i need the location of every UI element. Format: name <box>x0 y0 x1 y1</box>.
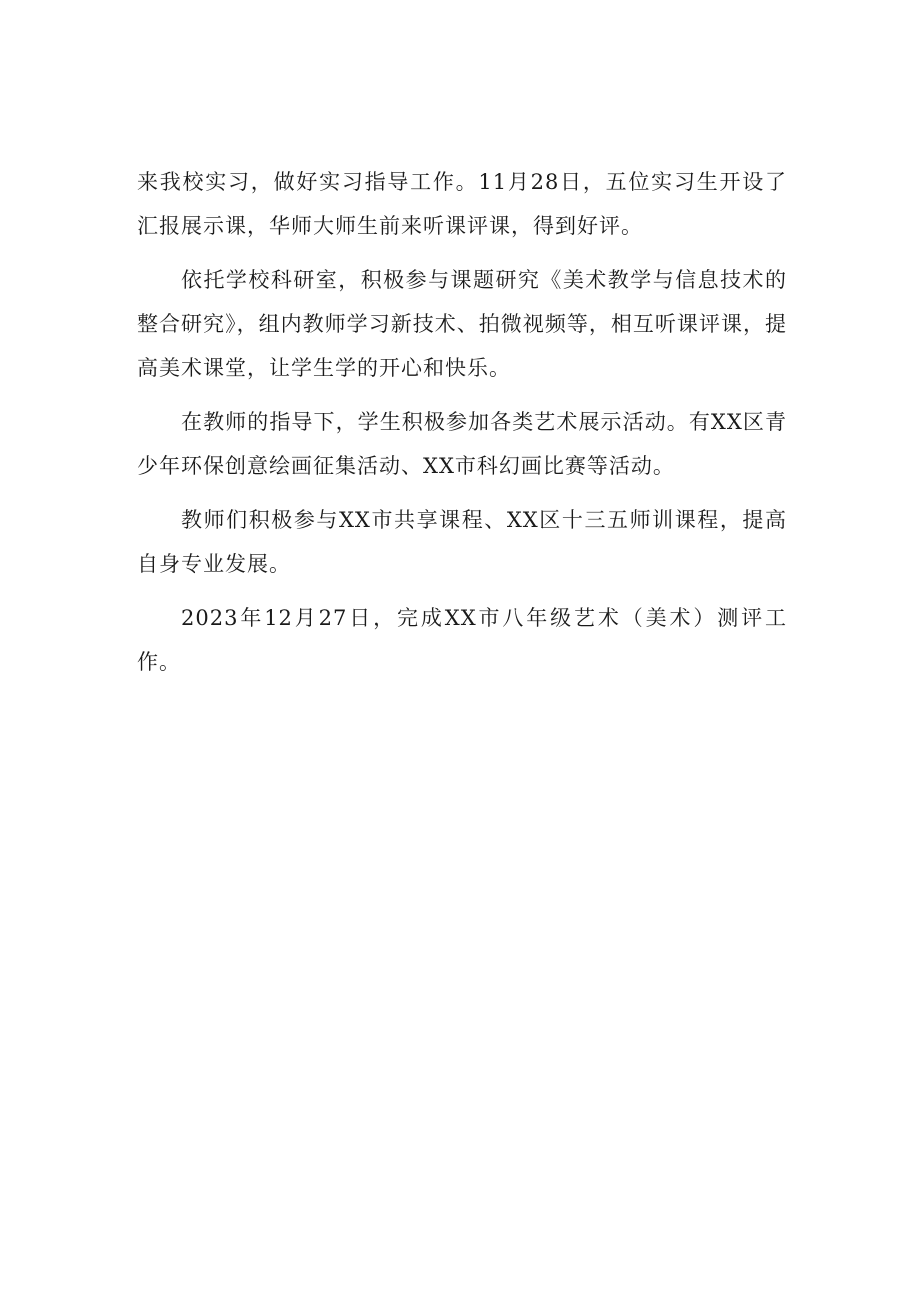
paragraph-student-activities: 在教师的指导下，学生积极参加各类艺术展示活动。有XX区青少年环保创意绘画征集活动、XX市科幻画比赛等活动。 <box>137 410 787 478</box>
paragraph-teacher-training: 教师们积极参与XX市共享课程、XX区十三五师训课程，提高自身专业发展。 <box>137 508 787 576</box>
paragraph-continuation: 来我校实习，做好实习指导工作。11月28日，五位实习生开设了汇报展示课，华师大师生前来听课评课，得到好评。 <box>137 170 787 238</box>
paragraph-assessment: 2023年12月27日，完成XX市八年级艺术（美术）测评工作。 <box>137 606 787 674</box>
document-body <box>137 160 787 694</box>
paragraph-research-project: 依托学校科研室，积极参与课题研究《美术教学与信息技术的整合研究》，组内教师学习新技术、拍微视频等，相互听课评课，提高美术课堂，让学生学的开心和快乐。 <box>137 268 787 380</box>
